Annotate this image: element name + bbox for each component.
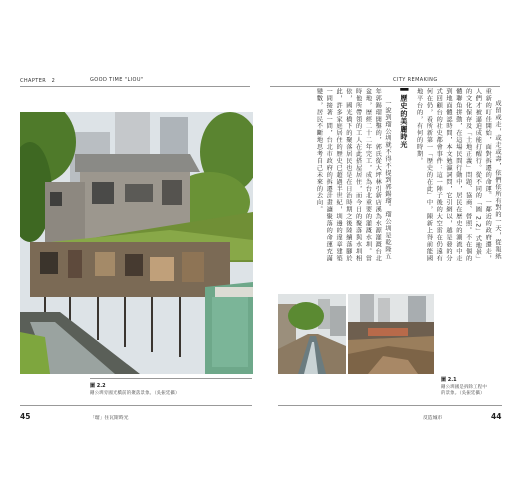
small-photo-channel [278, 294, 346, 374]
running-footer: 「瑠」住瓦斯時光 [90, 416, 129, 421]
heading-text: 歷史的美麗時光 [399, 94, 408, 149]
section-title: GOOD TIME "LIOU" [90, 77, 144, 83]
header-rule [270, 86, 500, 87]
heading-mark-icon: ▌ [399, 88, 408, 95]
figure-caption: 剛公圳旁國光橋前的聚落景象。（吳振廷攝） [90, 391, 180, 396]
footer-rule [278, 405, 502, 406]
figure-title: 圖 2.2 [90, 383, 106, 389]
main-photo [20, 112, 253, 374]
figure-caption-line: 的景象。（吳振廷攝） [441, 391, 485, 396]
body-paragraph: 一說到瑠公圳就不得不提到郭錫瑠。瑠公圳是乾隆五年郭錫瑠開鑿的，郭氏從大坪林引新店溪為水源灌溉台北盆地，歷經二十二年完工，成為台北重要的灌溉水圳。當時他所帶領的工人在此搭屋居住，而今日的聚落與水圳相依，國光橋下的聚落居民也是在日治時期之後陸續落腳於此，許多家庭居住的歷史已超過半世紀，圳邊的違章建築一間接著一間，台北市政府的拆遷計畫讓聚落的命運充滿變數，居民不斷地思考自己未來的去向。 [315, 88, 392, 262]
section-title: CITY REMAKING [393, 77, 438, 83]
body-paragraph: 成留或走，或走或壽，依們依所有對的一天，從報紙重新的叮佳開始，面對拆遷的命運。一鄰近的政府遷走，人們才被逼迫成能打醒行。從不同的「圖 2.2」式地景」的文化保存及「土地正義」問題、協商、營照。不在個的體聯角拼動，在這場民間行動中，居民在歷史的潮流中走到地面體認時間，本文勉瀛詞問，它引網以，越是發的分式回顧台的社史都會事件：這一陣子後的大空雷在仍遠有何在仍，看所新第一「歷史的在此」中，陳新上得前能國地平台的，有何的時期。 [415, 88, 501, 263]
section-heading [398, 88, 408, 266]
page-number: 44 [491, 412, 502, 421]
figure-rule [90, 378, 252, 379]
footer-rule [20, 405, 252, 406]
running-footer: 反造城市 [423, 416, 443, 421]
small-photo-demolition [348, 294, 434, 374]
body-text [284, 88, 502, 266]
page-number: 45 [20, 412, 31, 421]
figure-caption-line: 剛公圳國是拆除工程中 [441, 385, 487, 390]
header-rule [20, 86, 250, 87]
chapter-label: CHAPTER 2 [20, 78, 56, 84]
figure-title-right: 圖 2.1 [441, 377, 457, 383]
